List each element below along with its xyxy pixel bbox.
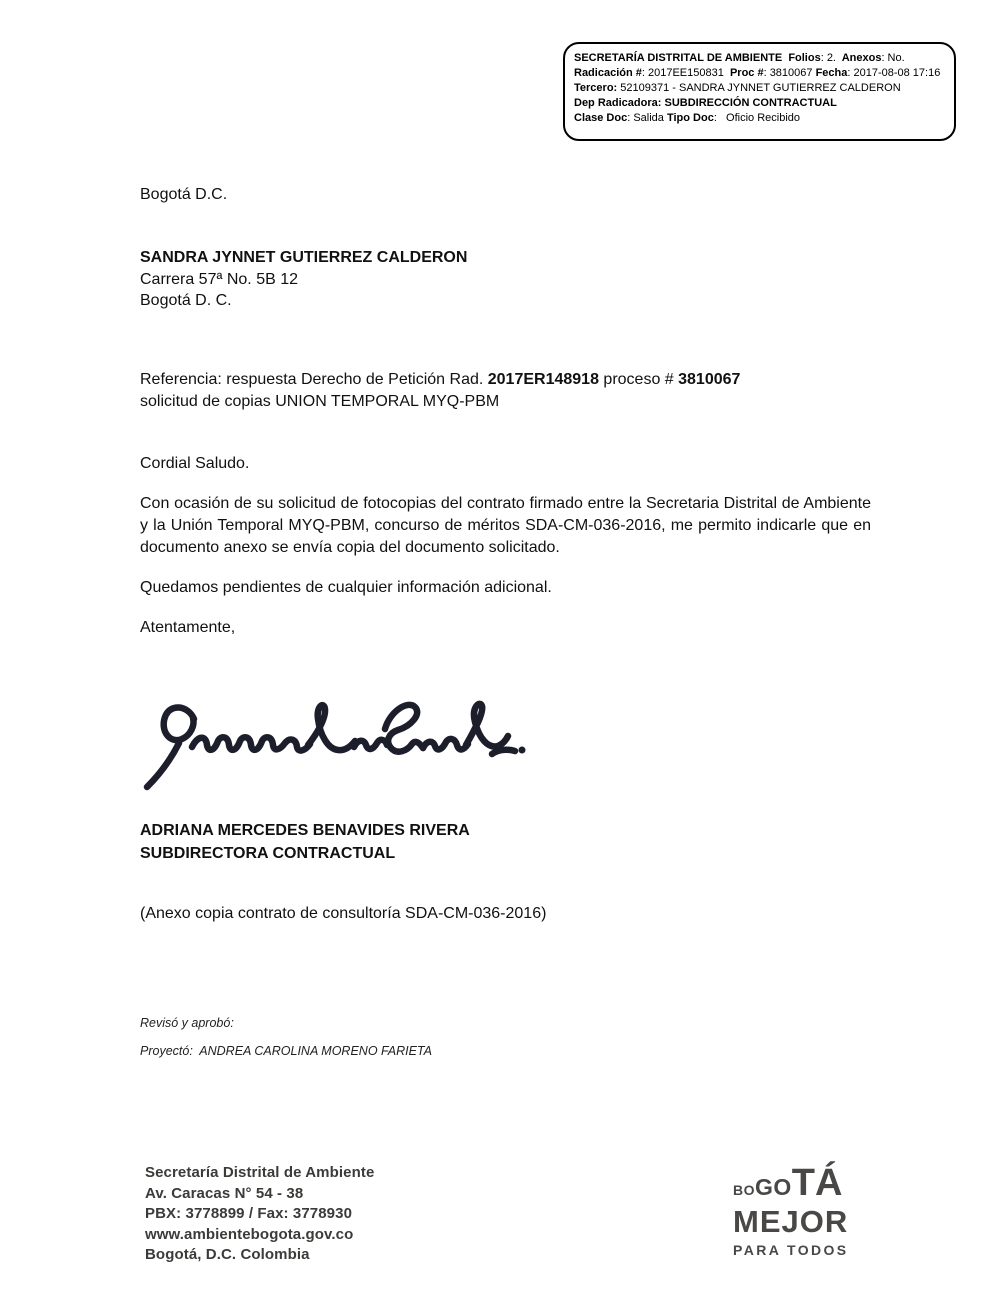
body-paragraph-1: Con ocasión de su solicitud de fotocopias del contrato firmado entre la Secretaria Distrital de Ambiente y la Unión Temporal MYQ-PBM, concurso de méritos SDA-CM-036-2016, me permito indicarle que en documento anexo se envía copia del documento solicitado. <box>140 495 871 556</box>
recipient-name: SANDRA JYNNET GUTIERREZ CALDERON <box>140 249 468 266</box>
stamp-fecha-label: Fecha <box>815 66 848 79</box>
reference-suffix: solicitud de copias UNION TEMPORAL MYQ-PBM <box>140 393 500 410</box>
stamp-tercero-label: Tercero: <box>574 81 618 94</box>
logo-bogota-mid: GO <box>755 1174 792 1200</box>
projected-by-line: Proyectó: ANDREA CAROLINA MORENO FARIETA <box>140 1044 432 1058</box>
footer-website: www.ambientebogota.gov.co <box>145 1225 354 1243</box>
bogota-mejor-logo <box>733 1161 859 1258</box>
stamp-clase-line <box>574 111 945 126</box>
stamp-proc-value: : 3810067 <box>763 66 816 79</box>
stamp-radicacion-line <box>574 66 945 81</box>
reference-rad-number: 2017ER148918 <box>487 371 599 388</box>
recipient-block <box>140 247 467 312</box>
radication-stamp <box>563 42 956 141</box>
signature-image <box>142 697 530 793</box>
signer-block <box>140 820 470 865</box>
stamp-tipo-value: : Oficio Recibido <box>713 111 801 124</box>
stamp-clase-value: : Salida <box>627 111 667 124</box>
stamp-tipo-label: Tipo Doc <box>666 111 714 124</box>
reference-middle: proceso # <box>598 371 679 388</box>
stamp-radicacion-label: Radicación # <box>574 66 642 79</box>
signer-title: SUBDIRECTORA CONTRACTUAL <box>140 844 396 862</box>
stamp-radicacion-value: : 2017EE150831 <box>641 66 727 79</box>
stamp-anexos-label: Anexos <box>839 52 882 64</box>
footer-address: Av. Caracas N° 54 - 38 <box>145 1184 304 1202</box>
reference-process-number: 3810067 <box>678 371 741 388</box>
body-paragraph-2: Quedamos pendientes de cualquier información adicional. <box>140 579 552 596</box>
stamp-tercero-value: 52109371 - SANDRA JYNNET GUTIERREZ CALDERON <box>617 81 901 94</box>
stamp-anexos-value: : No. <box>881 52 905 64</box>
annex-note: (Anexo copia contrato de consultoría SDA-CM-036-2016) <box>140 905 547 922</box>
reviewed-by-line: Revisó y aprobó: <box>140 1016 234 1030</box>
stamp-fecha-value: : 2017-08-08 17:16 <box>847 66 941 79</box>
stamp-dep-value: SUBDIRECCIÓN CONTRACTUAL <box>661 96 837 109</box>
stamp-folios-value: : 2. <box>820 52 840 64</box>
footer-contact-block <box>145 1163 374 1266</box>
reference-prefix: Referencia: respuesta Derecho de Petición Rad. <box>140 371 488 388</box>
logo-bogota-large: TÁ <box>791 1162 843 1204</box>
footer-phones: PBX: 3778899 / Fax: 3778930 <box>145 1205 353 1222</box>
recipient-city: Bogotá D. C. <box>140 292 232 309</box>
logo-bogota-line <box>733 1161 859 1207</box>
letter-city-line: Bogotá D.C. <box>140 186 228 203</box>
stamp-entity-name: SECRETARÍA DISTRITAL DE AMBIENTE <box>574 52 783 64</box>
stamp-dep-line <box>574 96 945 111</box>
logo-bogota-small: BO <box>733 1182 755 1198</box>
stamp-dep-label: Dep Radicadora: <box>574 96 662 109</box>
stamp-tercero-line <box>574 81 945 96</box>
stamp-folios-label: Folios <box>782 52 821 64</box>
closing-line: Atentamente, <box>140 619 236 636</box>
signer-name: ADRIANA MERCEDES BENAVIDES RIVERA <box>140 822 470 839</box>
footer-city: Bogotá, D.C. Colombia <box>145 1246 310 1263</box>
signature-strokes <box>142 697 530 793</box>
reference-line <box>140 369 880 413</box>
recipient-address: Carrera 57ª No. 5B 12 <box>140 270 298 288</box>
stamp-header-line <box>574 51 945 66</box>
logo-mejor-line: MEJOR <box>733 1204 849 1239</box>
stamp-proc-label: Proc # <box>726 66 764 79</box>
logo-para-todos-line: PARA TODOS <box>733 1242 849 1258</box>
stamp-clase-label: Clase Doc <box>574 111 628 124</box>
greeting-line: Cordial Saludo. <box>140 455 250 472</box>
footer-entity-name: Secretaría Distrital de Ambiente <box>145 1164 375 1181</box>
